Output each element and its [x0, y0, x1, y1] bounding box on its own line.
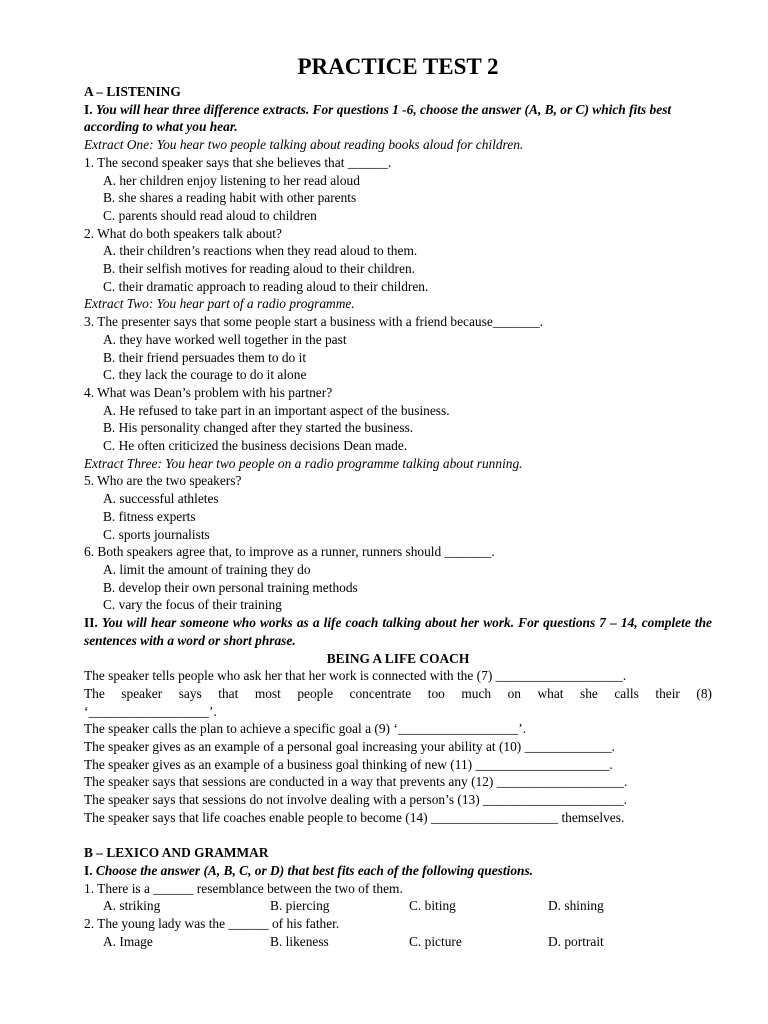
section-b-heading: B – LEXICO AND GRAMMAR: [84, 845, 269, 861]
part1-instruction: [84, 101, 712, 136]
question-5-option-c: C. sports journalists: [103, 526, 210, 542]
lexico-q2-option-d: D. portrait: [548, 933, 604, 949]
sentence-9: The speaker calls the plan to achieve a specific goal a (9) ‘__________________’.: [84, 721, 527, 737]
lexico-q2-option-b: B. likeness: [270, 933, 329, 949]
question-1-option-b: B. she shares a reading habit with other parents: [103, 190, 357, 206]
question-2-option-a: A. their children’s reactions when they read aloud to them.: [103, 243, 418, 259]
question-2: 2. What do both speakers talk about?: [84, 225, 282, 241]
question-4-option-c: C. He often criticized the business decisions Dean made.: [103, 438, 408, 454]
question-1: 1. The second speaker says that she believes that ______.: [84, 154, 392, 170]
sentence-12: The speaker says that sessions are conducted in a way that prevents any (12) ___________________.: [84, 774, 628, 790]
lexico-q1-option-a: A. striking: [103, 898, 161, 914]
extract-three: Extract Three: You hear two people on a radio programme talking about running.: [84, 455, 523, 471]
section-a-heading: A – LISTENING: [84, 84, 181, 99]
question-5-option-b: B. fitness experts: [103, 508, 196, 524]
lexico-part1-instruction: [84, 862, 712, 880]
lexico-q1-option-c: C. biting: [409, 898, 456, 914]
question-1-option-a: A. her children enjoy listening to her read aloud: [103, 172, 360, 188]
lexico-question-2: 2. The young lady was the ______ of his father.: [84, 916, 340, 932]
question-3-option-a: A. they have worked well together in the past: [103, 331, 347, 347]
question-3: 3. The presenter says that some people start a business with a friend because_______.: [84, 314, 544, 330]
spacer: [84, 827, 712, 845]
sentence-14: The speaker says that life coaches enable people to become (14) ___________________ themselves.: [84, 809, 625, 825]
question-3-option-b: B. their friend persuades them to do it: [103, 349, 307, 365]
question-6-option-c: C. vary the focus of their training: [103, 597, 282, 613]
question-2-option-c: C. their dramatic approach to reading aloud to their children.: [103, 278, 429, 294]
question-6-option-a: A. limit the amount of training they do: [103, 561, 311, 577]
sentence-13: The speaker says that sessions do not involve dealing with a person’s (13) _____________________.: [84, 792, 627, 808]
sentence-8-blank: ‘__________________’.: [84, 703, 217, 719]
question-2-option-b: B. their selfish motives for reading aloud to their children.: [103, 261, 415, 277]
lexico-question-1-options: [84, 897, 712, 915]
question-3-option-c: C. they lack the courage to do it alone: [103, 367, 307, 383]
question-4: 4. What was Dean’s problem with his partner?: [84, 384, 333, 400]
sentence-10: The speaker gives as an example of a personal goal increasing your ability at (10) _____________.: [84, 739, 616, 755]
part1-numeral: I.: [84, 101, 93, 117]
page-title: PRACTICE TEST 2: [297, 54, 499, 79]
lexico-part1-instruction-text: Choose the answer (A, B, C, or D) that best fits each of the following questions.: [95, 862, 534, 878]
lexico-part1-numeral: I.: [84, 862, 93, 878]
question-4-option-a: A. He refused to take part in an important aspect of the business.: [103, 402, 450, 418]
part2-instruction-text: You will hear someone who works as a life coach talking about her work. For questions 7 – 14, complete the sentences with a word or short phrase.: [84, 615, 712, 648]
life-coach-heading: BEING A LIFE COACH: [326, 650, 470, 666]
extract-two: Extract Two: You hear part of a radio programme.: [84, 296, 355, 312]
extract-one: Extract One: You hear two people talking about reading books aloud for children.: [84, 137, 524, 153]
sentence-7: The speaker tells people who ask her that her work is connected with the (7) ___________________.: [84, 668, 627, 684]
question-5: 5. Who are the two speakers?: [84, 473, 242, 489]
lexico-q1-option-d: D. shining: [548, 898, 604, 914]
test-page: [84, 52, 712, 950]
lexico-q2-option-a: A. Image: [103, 933, 153, 949]
part2-instruction: [84, 614, 712, 649]
lexico-question-1: 1. There is a ______ resemblance between the two of them.: [84, 880, 403, 896]
lexico-q1-option-b: B. piercing: [270, 898, 330, 914]
sentence-11: The speaker gives as an example of a business goal thinking of new (11) ____________________.: [84, 756, 613, 772]
question-1-option-c: C. parents should read aloud to children: [103, 207, 317, 223]
question-6: 6. Both speakers agree that, to improve as a runner, runners should _______.: [84, 544, 495, 560]
part2-numeral: II.: [84, 615, 98, 631]
question-6-option-b: B. develop their own personal training methods: [103, 579, 358, 595]
lexico-question-2-options: [84, 933, 712, 951]
question-5-option-a: A. successful athletes: [103, 491, 219, 507]
part1-instruction-text: You will hear three difference extracts. For questions 1 -6, choose the answer (A, B, or C) which fits best according to what you hear.: [84, 101, 672, 135]
question-4-option-b: B. His personality changed after they started the business.: [103, 420, 414, 436]
sentence-8: The speaker says that most people concentrate too much on what she calls their (8): [84, 685, 712, 701]
lexico-q2-option-c: C. picture: [409, 933, 462, 949]
